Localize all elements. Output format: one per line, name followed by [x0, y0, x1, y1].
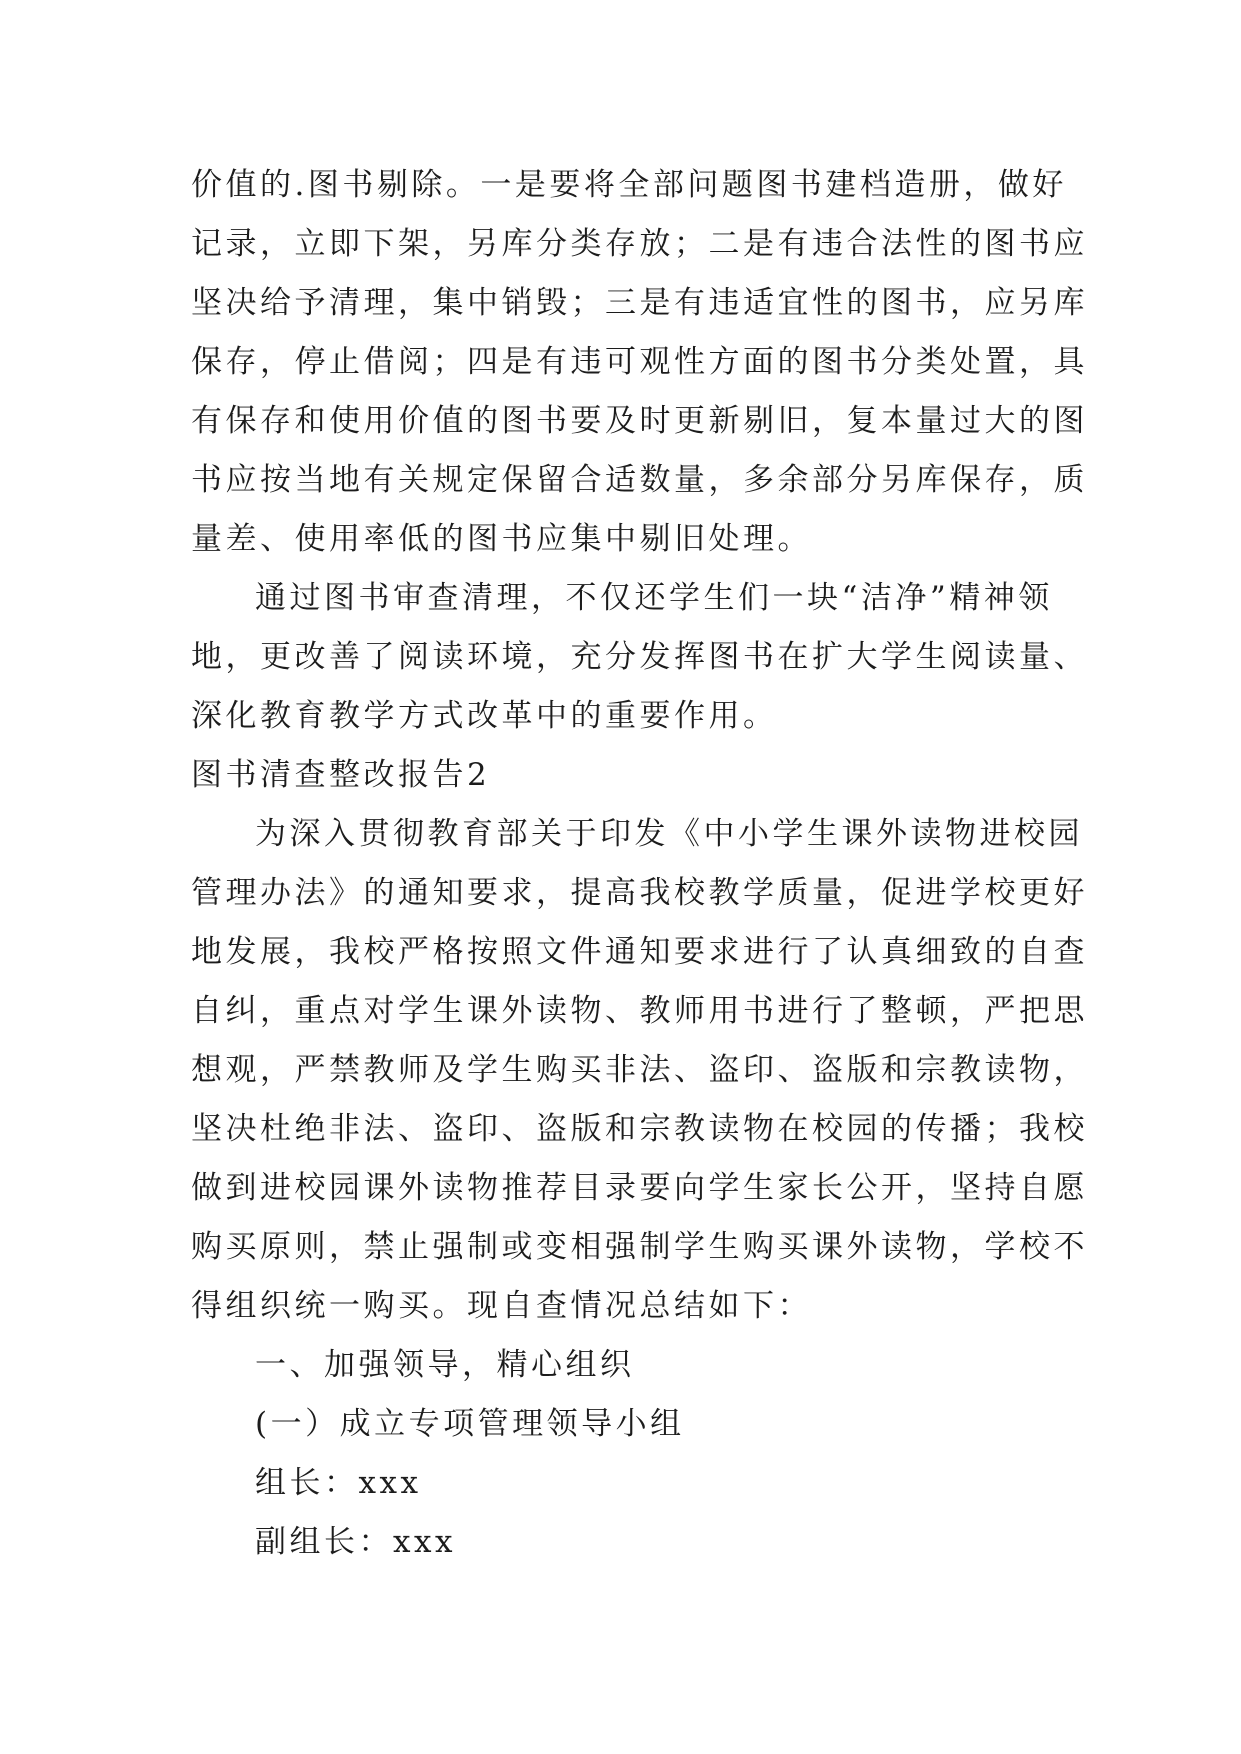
body-text-line: 自纠，重点对学生课外读物、教师用书进行了整顿，严把思: [191, 993, 1088, 1029]
document-body: [191, 156, 1088, 1572]
subheading: (一）成立专项管理领导小组: [255, 1406, 685, 1442]
body-text-line: 管理办法》的通知要求，提高我校教学质量，促进学校更好: [191, 875, 1088, 911]
body-text-line: 量差、使用率低的图书应集中剔旧处理。: [191, 521, 812, 557]
body-text-line: 书应按当地有关规定保留合适数量，多余部分另库保存，质: [191, 462, 1088, 498]
body-text-line: 记录，立即下架，另库分类存放；二是有违合法性的图书应: [191, 226, 1088, 262]
deputy-leader-line: 副组长：xxx: [255, 1524, 456, 1560]
subheading: 一、加强领导，精心组织: [255, 1347, 635, 1383]
body-text-line: 地发展，我校严格按照文件通知要求进行了认真细致的自查: [191, 934, 1088, 970]
body-text-line: 价值的.图书剔除。一是要将全部问题图书建档造册，做好: [191, 167, 1067, 203]
body-text-line: 购买原则，禁止强制或变相强制学生购买课外读物，学校不: [191, 1229, 1088, 1265]
body-text-line: 有保存和使用价值的图书要及时更新剔旧，复本量过大的图: [191, 403, 1088, 439]
body-text-line: 想观，严禁教师及学生购买非法、盗印、盗版和宗教读物，: [191, 1052, 1088, 1088]
body-text-line: 地，更改善了阅读环境，充分发挥图书在扩大学生阅读量、: [191, 639, 1088, 675]
section-title: 图书清查整改报告2: [191, 757, 491, 793]
body-text-line: 深化教育教学方式改革中的重要作用。: [191, 698, 778, 734]
team-leader-line: 组长：xxx: [255, 1465, 422, 1501]
body-text-line: 做到进校园课外读物推荐目录要向学生家长公开，坚持自愿: [191, 1170, 1088, 1206]
body-text-line: 坚决给予清理，集中销毁；三是有违适宜性的图书，应另库: [191, 285, 1088, 321]
paragraph-first-line: 通过图书审查清理，不仅还学生们一块“洁净”精神领: [255, 580, 1053, 616]
paragraph-first-line: 为深入贯彻教育部关于印发《中小学生课外读物进校园: [255, 816, 1083, 852]
body-text-line: 坚决杜绝非法、盗印、盗版和宗教读物在校园的传播；我校: [191, 1111, 1088, 1147]
body-text-line: 保存，停止借阅；四是有违可观性方面的图书分类处置，具: [191, 344, 1088, 380]
body-text-line: 得组织统一购买。现自查情况总结如下：: [191, 1288, 812, 1324]
